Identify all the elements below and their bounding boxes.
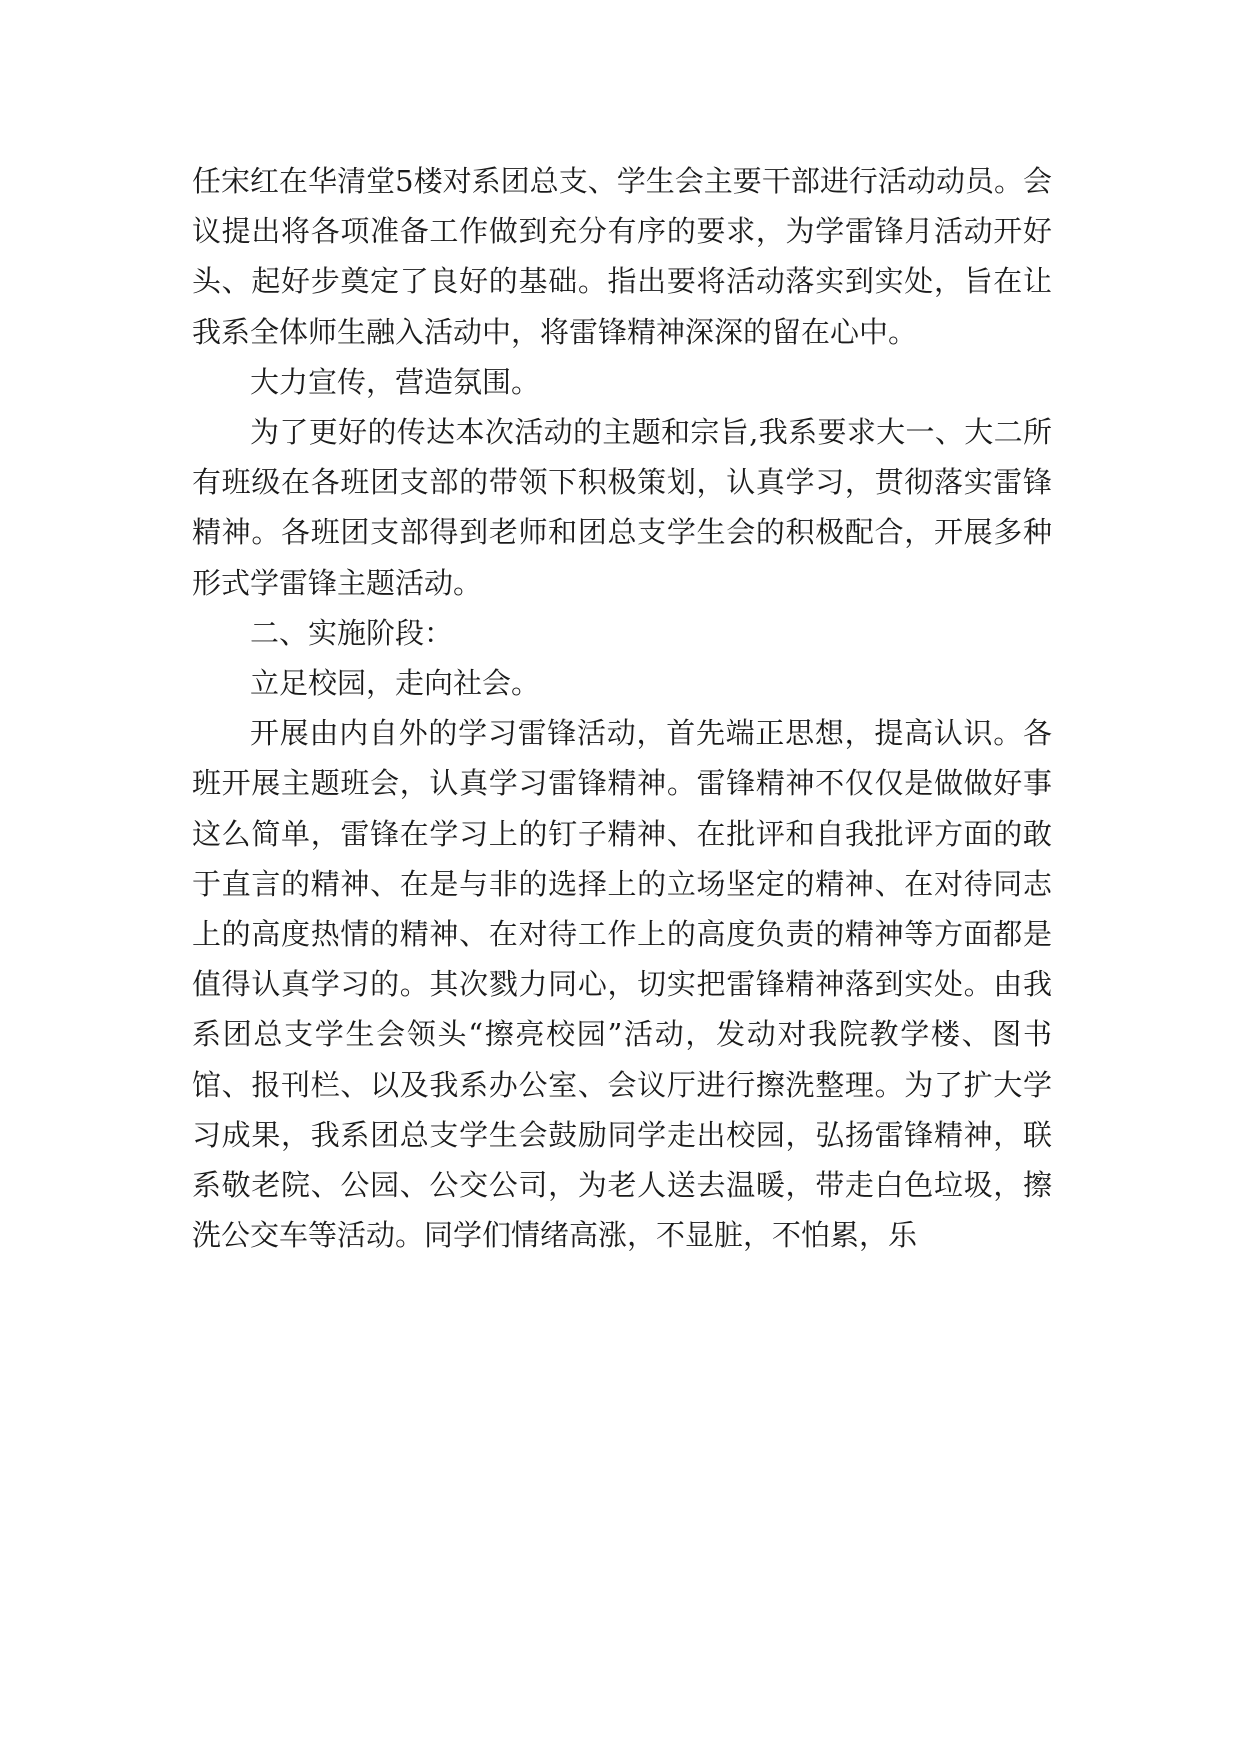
paragraph-continuation: 任宋红在华清堂5楼对系团总支、学生会主要干部进行活动动员。会议提出将各项准备工作做到充分有序的要求，为学雷锋月活动开好头、起好步奠定了良好的基础。指出要将活动落实到实处，旨在让我系全体师生融入活动中，将雷锋精神深深的留在心中。 <box>192 164 1052 349</box>
document-body <box>192 156 1052 1260</box>
paragraph-publicity-body: 为了更好的传达本次活动的主题和宗旨,我系要求大一、大二所有班级在各班团支部的带领下积极策划，认真学习，贯彻落实雷锋精神。各班团支部得到老师和团总支学生会的积极配合，开展多种形式学雷锋主题活动。 <box>192 415 1052 600</box>
paragraph-publicity-heading: 大力宣传，营造氛围。 <box>250 364 541 399</box>
section-heading-implementation: 二、实施阶段： <box>250 615 454 650</box>
paragraph-campus-heading: 立足校园，走向社会。 <box>250 666 541 701</box>
paragraph-campus-body: 开展由内自外的学习雷锋活动，首先端正思想，提高认识。各班开展主题班会，认真学习雷锋精神。雷锋精神不仅仅是做做好事这么简单，雷锋在学习上的钉子精神、在批评和自我批评方面的敢于直言的精神、在是与非的选择上的立场坚定的精神、在对待同志上的高度热情的精神、在对待工作上的高度负责的精神等方面都是值得认真学习的。其次戮力同心，切实把雷锋精神落到实处。由我系团总支学生会领头“擦亮校园”活动，发动对我院教学楼、图书馆、报刊栏、以及我系办公室、会议厅进行擦洗整理。为了扩大学习成果，我系团总支学生会鼓励同学走出校园，弘扬雷锋精神，联系敬老院、公园、公交公司，为老人送去温暖，带走白色垃圾，擦洗公交车等活动。同学们情绪高涨，不显脏，不怕累，乐 <box>192 716 1052 1253</box>
